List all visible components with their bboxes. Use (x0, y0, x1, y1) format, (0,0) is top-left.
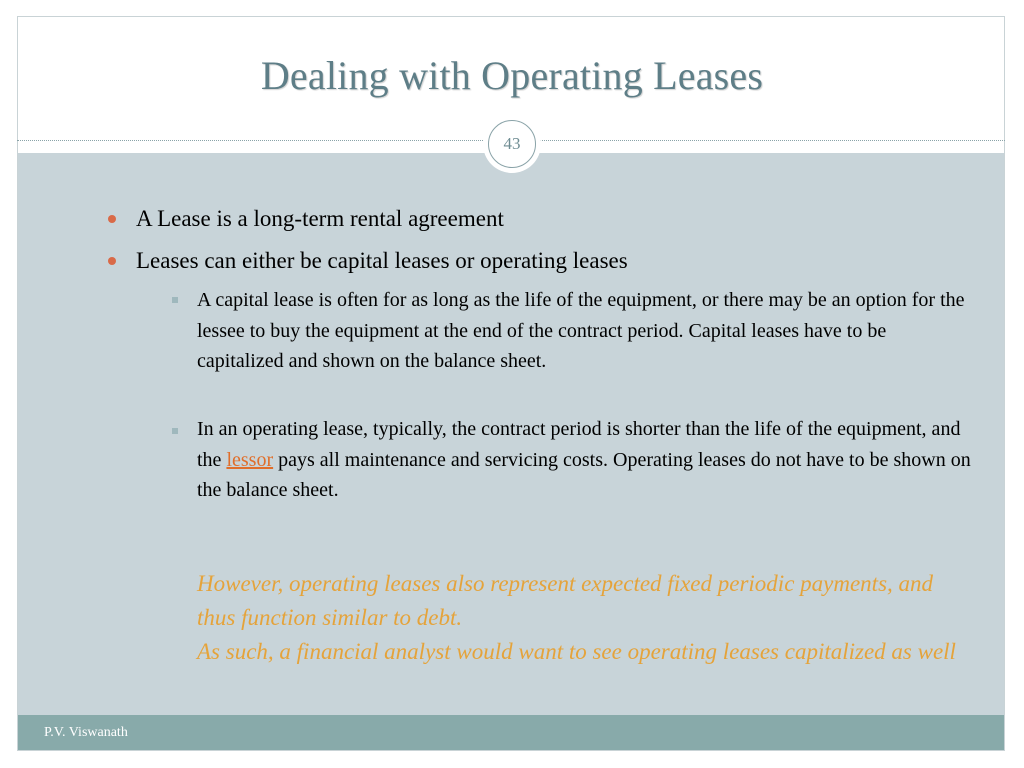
sub-bullet-square-icon (172, 297, 178, 303)
lessor-link[interactable]: lessor (226, 448, 274, 471)
bullet-item-2: Leases can either be capital leases or operating leases (136, 248, 628, 273)
sub-bullet-text-before-link: In an operating lease, typically, the contract period is shorter than the life of the equipment, and the (197, 418, 961, 471)
bullet-item-1: A Lease is a long-term rental agreement (136, 206, 504, 231)
bullet-dot-icon (108, 257, 116, 265)
sub-bullet-text-after-link: pays all maintenance and servicing costs. Operating leases do not have to be shown on the balance sheet. (197, 448, 971, 501)
sub-bullet-item-1: A capital lease is often for as long as the life of the equipment, or there may be an option for the lessee to buy the equipment at the end of the contract period. Capital leases have to be capitalized and shown on the balance sheet. (197, 289, 965, 372)
footer-bar (18, 715, 1004, 750)
bullet-dot-icon (108, 215, 116, 223)
sub-bullet-item-2 (197, 414, 977, 506)
sub-bullet-square-icon (172, 428, 178, 434)
note-line-2: As such, a financial analyst would want to see operating leases capitalized as well (197, 639, 956, 664)
slide-number: 43 (488, 120, 536, 168)
note-line-1: However, operating leases also represent expected fixed periodic payments, and thus function similar to debt. (197, 571, 934, 630)
footer-author: P.V. Viswanath (44, 725, 128, 740)
slide-title: Dealing with Operating Leases (260, 53, 764, 98)
